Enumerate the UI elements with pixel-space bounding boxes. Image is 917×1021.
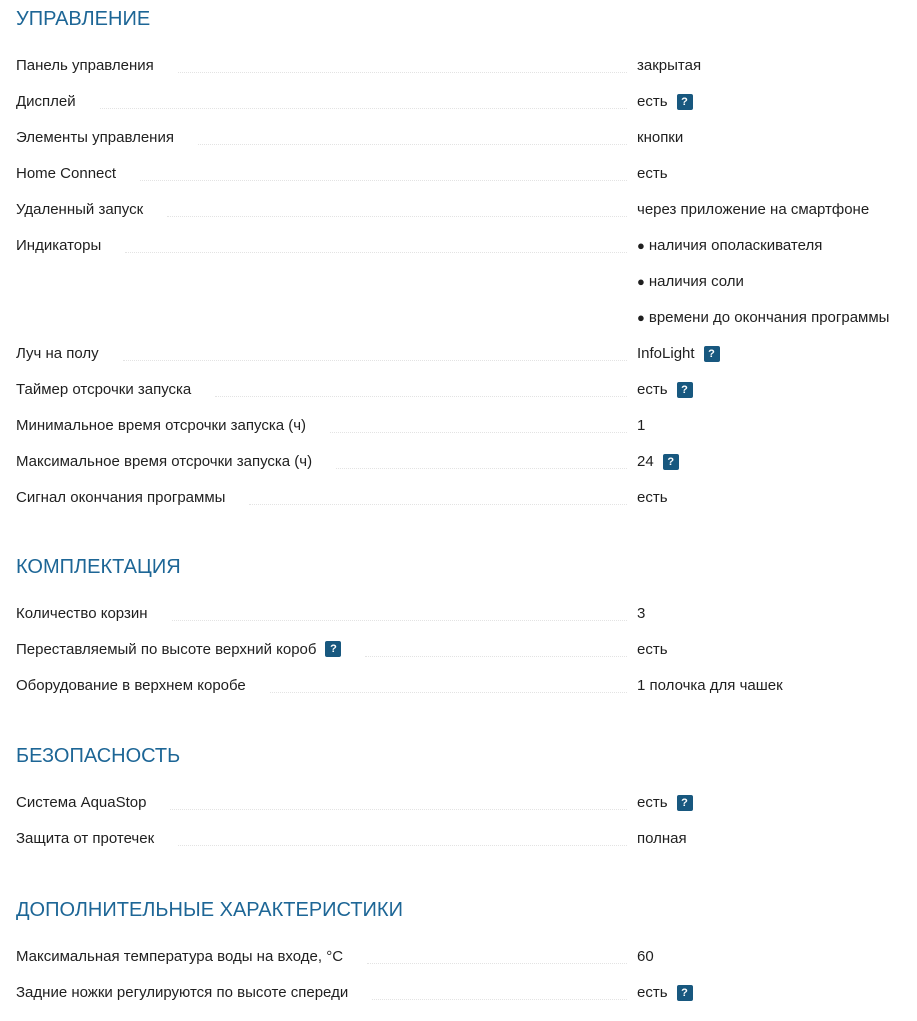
section-control <box>16 7 909 525</box>
spec-row-aquastop <box>16 794 909 830</box>
spec-row-rear-feet <box>16 984 909 1020</box>
spec-row-delay-timer <box>16 381 909 417</box>
spec-value: есть <box>637 641 668 658</box>
help-icon[interactable]: ? <box>677 382 693 398</box>
dotted-leader <box>330 431 627 433</box>
dotted-leader <box>372 998 627 1000</box>
spec-row-floor-beam <box>16 345 909 381</box>
spec-row-remote-start <box>16 201 909 237</box>
spec-row-adjustable-basket <box>16 641 909 677</box>
spec-value: времени до окончания программы <box>648 309 890 326</box>
spec-value: наличия ополаскивателя <box>648 237 823 254</box>
dotted-leader <box>167 215 627 217</box>
spec-row-controls <box>16 129 909 165</box>
spec-row-upper-basket-equipment <box>16 677 909 713</box>
help-icon[interactable]: ? <box>663 454 679 470</box>
spec-label: Система AquaStop <box>16 794 147 811</box>
spec-row-display <box>16 93 909 129</box>
spec-value: есть <box>637 794 668 811</box>
spec-label: Количество корзин <box>16 605 148 622</box>
spec-row-leak-protection <box>16 830 909 866</box>
spec-list <box>16 794 909 866</box>
help-icon[interactable]: ? <box>677 985 693 1001</box>
help-icon[interactable]: ? <box>677 795 693 811</box>
spec-row-home-connect <box>16 165 909 201</box>
spec-label: Home Connect <box>16 165 117 182</box>
spec-value: 24 <box>637 453 654 470</box>
dotted-leader <box>100 107 627 109</box>
dotted-leader <box>215 395 627 397</box>
spec-row-max-water-temp <box>16 948 909 984</box>
spec-value: закрытая <box>637 57 702 74</box>
spec-label: Дисплей <box>16 93 76 110</box>
dotted-leader <box>178 844 627 846</box>
dotted-leader <box>140 179 627 181</box>
help-icon[interactable]: ? <box>325 641 341 657</box>
spec-list <box>16 948 909 1020</box>
spec-label: Задние ножки регулируются по высоте спереди <box>16 984 349 1001</box>
dotted-leader <box>249 503 627 505</box>
spec-row-indicators <box>16 237 909 345</box>
spec-label: Удаленный запуск <box>16 201 144 218</box>
section-title: БЕЗОПАСНОСТЬ <box>16 745 181 767</box>
bullet-icon: ● <box>637 238 645 253</box>
section-title: ДОПОЛНИТЕЛЬНЫЕ ХАРАКТЕРИСТИКИ <box>16 899 403 921</box>
spec-row-min-delay <box>16 417 909 453</box>
spec-list <box>16 57 909 525</box>
dotted-leader <box>125 251 627 253</box>
bullet-icon: ● <box>637 310 645 325</box>
spec-row-end-signal <box>16 489 909 525</box>
dotted-leader <box>123 359 627 361</box>
spec-label: Оборудование в верхнем коробе <box>16 677 246 694</box>
spec-value: есть <box>637 381 668 398</box>
spec-value: 60 <box>637 948 654 965</box>
spec-label: Панель управления <box>16 57 154 74</box>
spec-value: 1 полочка для чашек <box>637 677 783 694</box>
dotted-leader <box>367 962 627 964</box>
spec-value: InfoLight <box>637 345 695 362</box>
spec-row-max-delay <box>16 453 909 489</box>
spec-value: наличия соли <box>648 273 744 290</box>
spec-value: есть <box>637 489 668 506</box>
help-icon[interactable]: ? <box>677 94 693 110</box>
spec-value: полная <box>637 830 687 847</box>
spec-label: Индикаторы <box>16 237 102 254</box>
spec-value: 1 <box>637 417 646 434</box>
dotted-leader <box>270 691 627 693</box>
spec-label: Луч на полу <box>16 345 99 362</box>
spec-list <box>16 605 909 713</box>
section-equipment <box>16 555 909 713</box>
spec-label: Элементы управления <box>16 129 174 146</box>
help-icon[interactable]: ? <box>704 346 720 362</box>
dotted-leader <box>365 655 627 657</box>
section-title: КОМПЛЕКТАЦИЯ <box>16 556 181 578</box>
spec-row-baskets <box>16 605 909 641</box>
spec-label: Переставляемый по высоте верхний короб <box>16 641 317 658</box>
dotted-leader <box>178 71 627 73</box>
spec-label: Таймер отсрочки запуска <box>16 381 192 398</box>
section-safety <box>16 744 909 866</box>
dotted-leader <box>170 808 627 810</box>
spec-label: Максимальное время отсрочки запуска (ч) <box>16 453 313 470</box>
spec-label: Максимальная температура воды на входе, °С <box>16 948 344 965</box>
spec-value: 3 <box>637 605 646 622</box>
spec-value: есть <box>637 93 668 110</box>
spec-label: Защита от протечек <box>16 830 155 847</box>
spec-value: есть <box>637 984 668 1001</box>
dotted-leader <box>336 467 627 469</box>
section-additional <box>16 898 909 1020</box>
bullet-icon: ● <box>637 274 645 289</box>
spec-row-control-panel <box>16 57 909 93</box>
spec-value: есть <box>637 165 668 182</box>
dotted-leader <box>198 143 627 145</box>
spec-label: Сигнал окончания программы <box>16 489 226 506</box>
spec-value: кнопки <box>637 129 684 146</box>
spec-value: через приложение на смартфоне <box>637 201 870 218</box>
spec-label: Минимальное время отсрочки запуска (ч) <box>16 417 307 434</box>
dotted-leader <box>172 619 627 621</box>
section-title: УПРАВЛЕНИЕ <box>16 8 151 30</box>
